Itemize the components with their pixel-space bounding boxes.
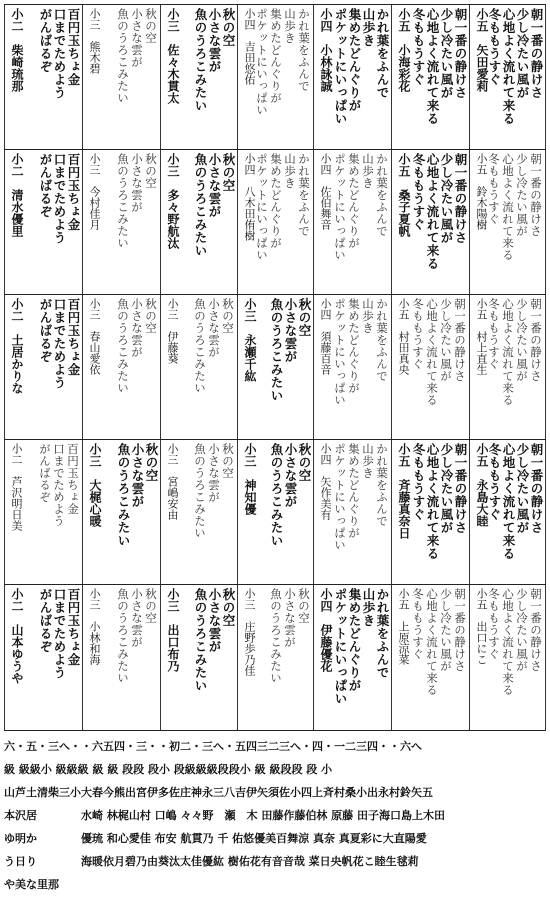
poem-cell	[82, 585, 160, 730]
poem-text: 百円玉ちょ金 口までためよう がんばるぞ	[38, 8, 81, 99]
poem-cell	[237, 5, 313, 150]
legend-row	[4, 876, 546, 898]
poem-row	[4, 584, 546, 731]
student-name: 小二 柴崎琉那	[10, 8, 24, 92]
legend-row	[4, 807, 546, 829]
poem-text: 秋の空 小さな雲が 魚のうろこみたい	[193, 8, 236, 112]
poem-cell	[4, 150, 82, 295]
legend-row	[4, 761, 546, 783]
poem-text: かれ葉をふんで 山歩き 集めたどんぐりが ポケットにいっぱい	[333, 153, 389, 261]
poem-cell	[313, 150, 391, 295]
poem-cell	[4, 585, 82, 730]
poem-cell	[160, 150, 237, 295]
poem-cell	[313, 5, 391, 150]
student-name: 小三 今村佳月	[88, 153, 101, 230]
student-name: 小五 村上直生	[475, 298, 488, 375]
poem-cell	[469, 440, 546, 585]
poem-text: 朝一番の静けさ 少し冷たい風が 心地よく流れて来る 冬ももうすぐ	[487, 298, 543, 406]
poem-text: 秋の空 小さな雲が 魚のうろこみたい	[116, 588, 158, 684]
poem-row	[4, 4, 546, 150]
student-name: 小二 土居かりな	[10, 298, 24, 394]
legend-row	[4, 784, 546, 806]
poem-cell	[4, 295, 82, 440]
poem-cell	[469, 5, 546, 150]
student-name: 小三 小林和海	[88, 588, 101, 665]
poem-cell	[4, 5, 82, 150]
poem-cell	[313, 585, 391, 730]
poem-text: 秋の空 小さな雲が 魚のうろこみたい	[269, 588, 311, 684]
poem-text: 秋の空 小さな雲が 魚のうろこみたい	[116, 8, 158, 104]
poem-text: 秋の空 小さな雲が 魚のうろこみたい	[193, 153, 236, 257]
poem-text: 朝一番の静けさ 少し冷たい風が 心地よく流れて来る 冬ももうすぐ	[411, 588, 467, 696]
poem-cell	[82, 440, 160, 585]
poem-text: 秋の空 小さな雲が 魚のうろこみたい	[116, 298, 158, 394]
student-name: 小三 庄野歩乃佳	[243, 588, 256, 676]
poem-text: かれ葉をふんで 山歩き 集めたどんぐりが ポケットにいっぱい	[333, 443, 389, 551]
poem-cell	[237, 585, 313, 730]
student-name: 小四 須藤百音	[319, 298, 332, 375]
student-name: 小四 佐伯舞音	[319, 153, 332, 230]
poem-row	[4, 439, 546, 585]
student-name: 小二 芦沢明日美	[10, 443, 23, 531]
poem-cell	[160, 5, 237, 150]
poem-cell	[82, 295, 160, 440]
poem-text: かれ葉をふんで 山歩き 集めたどんぐりが ポケットにいっぱい	[333, 298, 389, 406]
legend-text: う日り 海暖依月碧乃由葵汰太佳優紘 樹佑花有音音哉 菜日央帆花こ睦生毬莉	[4, 855, 419, 868]
student-name: 小五 矢田愛莉	[475, 8, 489, 92]
poem-text: 秋の空 小さな雲が 魚のうろこみたい	[269, 298, 312, 402]
legend-text: や美な里那	[4, 878, 59, 891]
poem-text: 朝一番の静けさ 少し冷たい風が 心地よく流れて来る 冬ももうすぐ	[411, 8, 468, 125]
student-name: 小四 吉田悠佑	[243, 8, 256, 85]
poem-text: かれ葉をふんで 山歩き 集めたどんぐりが ポケットにいっぱい	[255, 153, 311, 261]
student-name: 小五 斉藤真奈日	[397, 443, 411, 539]
student-name: 小三 伊藤葵	[166, 298, 179, 364]
poem-text: 朝一番の静けさ 少し冷たい風が 心地よく流れて来る 冬ももうすぐ	[411, 298, 467, 406]
student-name: 小五 小海彩花	[397, 8, 411, 92]
poem-text: 朝一番の静けさ 少し冷たい風が 心地よく流れて来る 冬ももうすぐ	[411, 443, 468, 560]
poem-text: 百円玉ちょ金 口までためよう がんばるぞ	[38, 298, 81, 389]
student-name: 小五 村田真央	[397, 298, 410, 375]
poem-cell	[82, 150, 160, 295]
legend-text: 本沢居 水崎 林梶山村 口嶋 々々野 瀬 木 田藤作藤伯林 原藤 田子海口島上木田	[4, 809, 445, 822]
student-name: 小二 山本ゆうや	[10, 588, 24, 684]
student-name: 小五 永島大睦	[475, 443, 489, 527]
legend-text: 六・五・三へ・・六五四・三・・初二・三へ・五四三二三へ・四・一二三四・・六へ	[4, 740, 422, 753]
student-name: 小三 熊木碧	[88, 8, 101, 74]
student-name: 小四 伊藤優花	[319, 588, 333, 672]
poem-text: 秋の空 小さな雲が 魚のうろこみたい	[193, 588, 236, 692]
poem-text: かれ葉をふんで 山歩き 集めたどんぐりが ポケットにいっぱい	[333, 588, 390, 705]
poem-text: かれ葉をふんで 山歩き 集めたどんぐりが ポケットにいっぱい	[255, 8, 311, 116]
legend-row	[4, 738, 546, 760]
poem-cell	[82, 5, 160, 150]
poem-text: 百円玉ちょ金 口までためよう がんばるぞ	[38, 443, 80, 527]
student-name: 小二 清水優里	[10, 153, 24, 237]
student-name: 小五 桑子夏帆	[397, 153, 411, 237]
student-name: 小五 鈴木陽樹	[475, 153, 488, 230]
student-name: 小四 小林詠誠	[319, 8, 333, 92]
poem-cell	[391, 295, 469, 440]
legend-text: 山芦土清柴三小大春今熊出宮伊多佐庄神永三八吉伊矢須佐小四上斉村桑小出永村鈴矢五	[4, 786, 433, 799]
poem-text: 秋の空 小さな雲が 魚のうろこみたい	[116, 153, 158, 249]
poem-text: 朝一番の静けさ 少し冷たい風が 心地よく流れて来る 冬ももうすぐ	[411, 153, 468, 270]
legend-text: ゆ明か 優琉 和心愛佳 布安 航貫乃 千 佑悠優美百舞涼 真奈 真夏彩に大直陽愛	[4, 832, 427, 845]
poem-cell	[391, 585, 469, 730]
poem-cell	[160, 585, 237, 730]
student-name: 小四 八木田侑樹	[243, 153, 256, 241]
poem-cell	[160, 295, 237, 440]
poem-text: 秋の空 小さな雲が 魚のうろこみたい	[269, 443, 312, 547]
poem-cell	[237, 150, 313, 295]
poem-text: 秋の空 小さな雲が 魚のうろこみたい	[116, 443, 159, 547]
poem-text: 朝一番の静けさ 少し冷たい風が 心地よく流れて来る 冬ももうすぐ	[487, 443, 544, 560]
poem-text: 秋の空 小さな雲が 魚のうろこみたい	[193, 298, 235, 394]
student-name: 小四 矢作美有	[319, 443, 332, 520]
student-name: 小五 出口にこ	[475, 588, 488, 665]
rank-legend	[4, 738, 546, 903]
poem-text: 朝一番の静けさ 少し冷たい風が 心地よく流れて来る 冬ももうすぐ	[487, 588, 543, 696]
student-name: 小三 神知優	[243, 443, 257, 515]
student-name: 小三 永瀬千紘	[243, 298, 257, 382]
student-name: 小五 上原涼菜	[397, 588, 410, 665]
legend-row	[4, 830, 546, 852]
student-name: 小三 多々野航汰	[166, 153, 180, 249]
poem-cell	[391, 150, 469, 295]
student-name: 小三 大梶心暖	[88, 443, 102, 527]
poem-cell	[391, 5, 469, 150]
legend-text: 級 級級小 級級級 級 級 段段 段小 段級級級段段小 級 級段段 段 小	[4, 763, 333, 776]
student-name: 小三 春山愛依	[88, 298, 101, 375]
poem-cell	[469, 295, 546, 440]
legend-row	[4, 853, 546, 875]
poem-grid	[4, 4, 546, 730]
poem-row	[4, 149, 546, 295]
poem-cell	[469, 585, 546, 730]
poem-cell	[391, 440, 469, 585]
student-name: 小三 佐々木貫太	[166, 8, 180, 104]
student-name: 小三 出口布乃	[166, 588, 180, 672]
poem-cell	[237, 295, 313, 440]
poem-cell	[237, 440, 313, 585]
poem-text: 朝一番の静けさ 少し冷たい風が 心地よく流れて来る 冬ももうすぐ	[487, 8, 544, 125]
student-name: 小三 宮嶋安由	[166, 443, 179, 520]
poem-cell	[469, 150, 546, 295]
poem-text: 百円玉ちょ金 口までためよう がんばるぞ	[38, 588, 81, 679]
poem-cell	[313, 295, 391, 440]
poem-cell	[4, 440, 82, 585]
poem-text: かれ葉をふんで 山歩き 集めたどんぐりが ポケットにいっぱい	[333, 8, 390, 125]
poem-cell	[160, 440, 237, 585]
poem-cell	[313, 440, 391, 585]
poem-text: 朝一番の静けさ 少し冷たい風が 心地よく流れて来る 冬ももうすぐ	[487, 153, 543, 261]
poem-text: 秋の空 小さな雲が 魚のうろこみたい	[193, 443, 235, 539]
poem-row	[4, 294, 546, 440]
poem-text: 百円玉ちょ金 口までためよう がんばるぞ	[38, 153, 81, 244]
